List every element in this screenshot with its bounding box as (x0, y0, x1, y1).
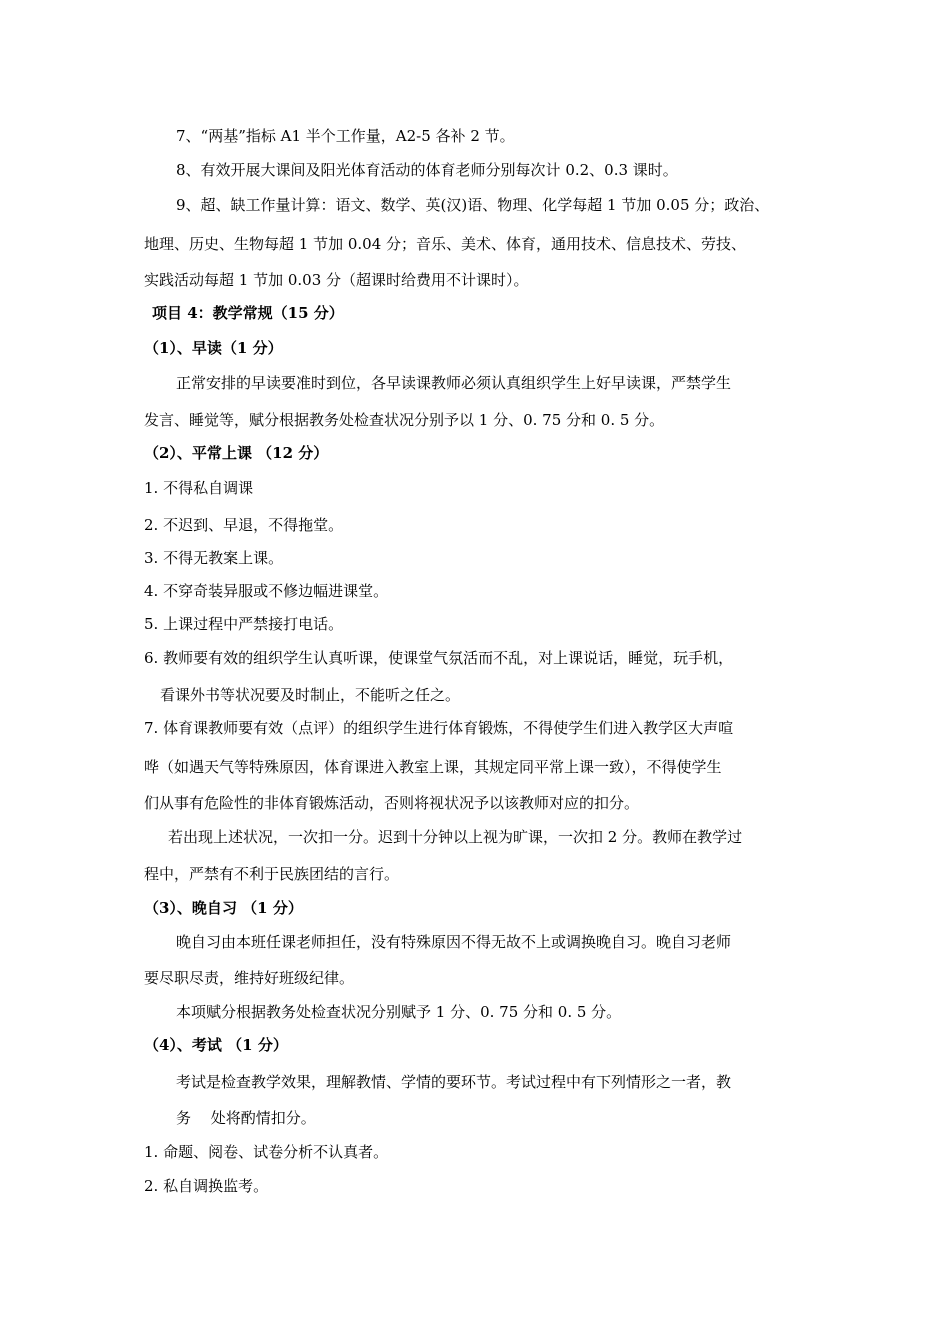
item-9-line-1: 9、超、缺工作量计算：语文、数学、英(汉)语、物理、化学每超 1 节加 0.05 分；政治、 (176, 196, 770, 214)
exam-item-1: 1. 命题、阅卷、试卷分析不认真者。 (144, 1143, 389, 1161)
item-9-line-2: 地理、历史、生物每超 1 节加 0.04 分；音乐、美术、体育，通用技术、信息技术、劳技、 (144, 235, 747, 253)
rule-item-7-line-3: 们从事有危险性的非体育锻炼活动，否则将视状况予以该教师对应的扣分。 (144, 794, 640, 812)
morning-reading-para-line-1: 正常安排的早读要准时到位，各早读课教师必须认真组织学生上好早读课，严禁学生 (176, 374, 732, 392)
evening-study-para-line-1: 晚自习由本班任课老师担任，没有特殊原因不得无故不上或调换晚自习。晚自习老师 (176, 933, 732, 951)
rule-item-5: 5. 上课过程中严禁接打电话。 (144, 615, 344, 633)
item-8: 8、有效开展大课间及阳光体育活动的体育老师分别每次计 0.2、0.3 课时。 (176, 161, 678, 179)
section-heading-project-4: 项目 4：教学常规（15 分） (152, 304, 344, 322)
rule-item-4: 4. 不穿奇装异服或不修边幅进课堂。 (144, 582, 389, 600)
subsection-heading-regular-class: （2）、平常上课 （12 分） (144, 444, 329, 462)
rule-item-6-line-2: 看课外书等状况要及时制止，不能听之任之。 (160, 686, 461, 704)
morning-reading-para-line-2: 发言、睡觉等，赋分根据教务处检查状况分别予以 1 分、0. 75 分和 0. 5 分。 (144, 411, 665, 429)
rule-item-7-line-2: 哗（如遇天气等特殊原因，体育课进入教室上课，其规定同平常上课一致），不得使学生 (144, 758, 722, 776)
rule-item-1: 1. 不得私自调课 (144, 479, 254, 497)
subsection-heading-exam: （4）、考试 （1 分） (144, 1036, 288, 1054)
item-9-line-3: 实践活动每超 1 节加 0.03 分（超课时给费用不计课时）。 (144, 271, 529, 289)
exam-para-line-1: 考试是检查教学效果，理解教情、学情的要环节。考试过程中有下列情形之一者，教 (176, 1073, 732, 1091)
evening-study-scoring: 本项赋分根据教务处检查状况分别赋予 1 分、0. 75 分和 0. 5 分。 (176, 1003, 622, 1021)
rule-item-7-line-1: 7. 体育课教师要有效（点评）的组织学生进行体育锻炼，不得使学生们进入教学区大声喧 (144, 719, 734, 737)
subsection-heading-evening-study: （3）、晚自习 （1 分） (144, 899, 303, 917)
evening-study-para-line-2: 要尽职尽责，维持好班级纪律。 (144, 969, 355, 987)
penalty-para-line-1: 若出现上述状况，一次扣一分。迟到十分钟以上视为旷课，一次扣 2 分。教师在教学过 (168, 828, 743, 846)
rule-item-6-line-1: 6. 教师要有效的组织学生认真听课，使课堂气氛活而不乱，对上课说话，睡觉，玩手机， (144, 649, 734, 667)
rule-item-3: 3. 不得无教案上课。 (144, 549, 284, 567)
subsection-heading-morning-reading: （1）、早读（1 分） (144, 339, 283, 357)
exam-item-2: 2. 私自调换监考。 (144, 1177, 269, 1195)
rule-item-2: 2. 不迟到、早退，不得拖堂。 (144, 516, 344, 534)
penalty-para-line-2: 程中，严禁有不利于民族团结的言行。 (144, 865, 400, 883)
exam-para-line-2: 务 处将酌情扣分。 (176, 1109, 316, 1127)
item-7: 7、“两基”指标 A1 半个工作量，A2-5 各补 2 节。 (176, 127, 515, 145)
